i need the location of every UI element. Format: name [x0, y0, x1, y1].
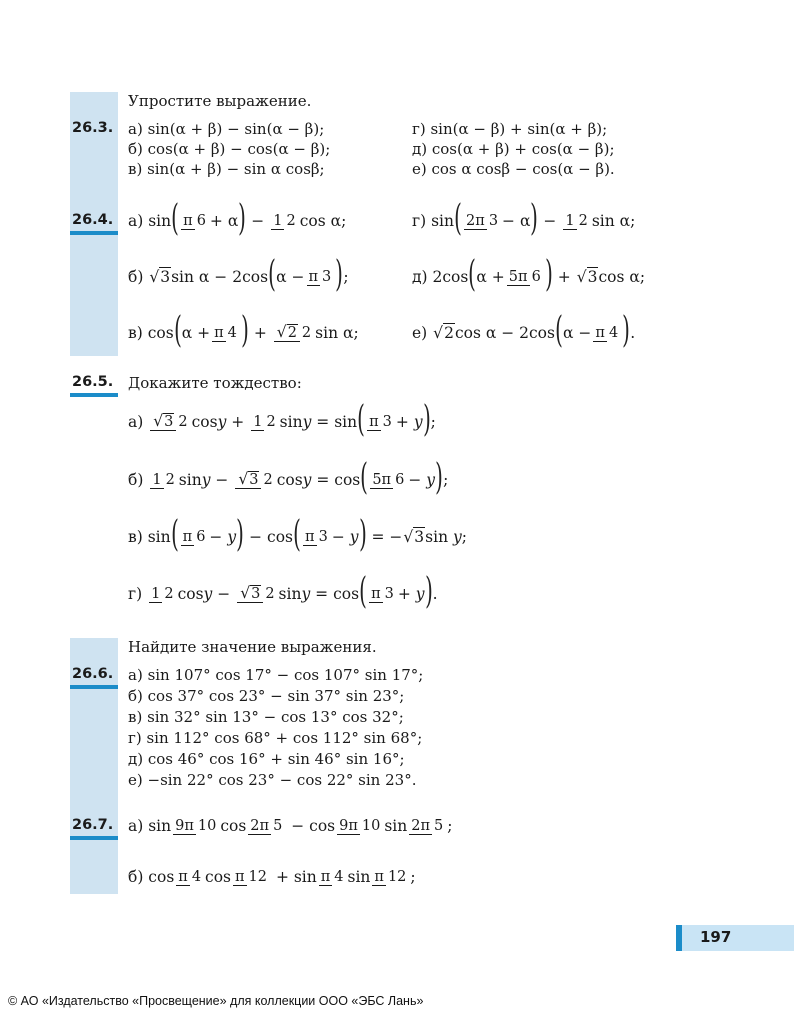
item-26-4-g: г) sin ( 2π 3 − α ) − 1 2 sin α;: [412, 198, 636, 239]
item-26-7-b: б) cos π 4 cos π 12 + sin π 4 sin π 12 ;: [128, 868, 416, 886]
item-26-3-e: е) cos α cosβ − cos(α − β).: [412, 160, 615, 178]
problem-number-26-5: 26.5.: [72, 374, 114, 390]
item-26-5-v: в) sin ( π 6 − y ) − cos ( π 3 − y ) = − √3 sin y ;: [128, 514, 468, 555]
item-26-3-v: в) sin(α + β) − sin α cosβ;: [128, 160, 325, 178]
number-underline-26-4: [70, 231, 118, 235]
item-26-4-e: е) √2 cos α − 2cos ( α − π 4 ) .: [412, 310, 636, 351]
problem-number-26-7: 26.7.: [72, 817, 114, 833]
copyright-notice: © АО «Издательство «Просвещение» для коллекции ООО «ЭБС Лань»: [8, 994, 424, 1008]
intro-26-6: Найдите значение выражения.: [128, 638, 377, 656]
item-26-5-a: а) √3 2 cos y + 1 2 sin y = sin ( π 3 + y ) ;: [128, 399, 436, 440]
item-26-3-b: б) cos(α + β) − cos(α − β);: [128, 140, 331, 158]
item-26-4-a: а) sin ( π 6 + α ) − 1 2 cos α;: [128, 198, 347, 239]
item-26-5-b: б) 1 2 sin y − √3 2 cos y = cos ( 5π 6 − y ) ;: [128, 457, 449, 498]
intro-26-3: Упростите выражение.: [128, 92, 312, 110]
page-number-tab: [676, 925, 794, 951]
item-26-6-e: е) −sin 22° cos 23° − cos 22° sin 23°.: [128, 771, 417, 789]
item-26-4-d: д) 2cos ( α + 5π 6 ) + √3 cos α;: [412, 254, 646, 295]
problem-number-26-4: 26.4.: [72, 212, 114, 228]
item-26-7-a: а) sin 9π 10 cos 2π 5 − cos 9π 10 sin 2π 5 ;: [128, 817, 453, 835]
item-26-6-a: а) sin 107° cos 17° − cos 107° sin 17°;: [128, 666, 424, 684]
item-26-6-b: б) cos 37° cos 23° − sin 37° sin 23°;: [128, 687, 405, 705]
item-26-4-v: в) cos ( α + π 4 ) + √2 2 sin α;: [128, 310, 359, 351]
item-26-6-d: д) cos 46° cos 16° + sin 46° sin 16°;: [128, 750, 405, 768]
page-number: 197: [700, 928, 732, 946]
problem-number-26-3: 26.3.: [72, 120, 114, 136]
item-26-5-g: г) 1 2 cos y − √3 2 sin y = cos ( π 3 + y ) .: [128, 571, 438, 612]
item-26-3-g: г) sin(α − β) + sin(α + β);: [412, 120, 608, 138]
page-number-tab-edge: [676, 925, 682, 951]
intro-26-5: Докажите тождество:: [128, 374, 302, 392]
item-26-6-g: г) sin 112° cos 68° + cos 112° sin 68°;: [128, 729, 423, 747]
problem-number-26-6: 26.6.: [72, 666, 114, 682]
item-26-3-a: а) sin(α + β) − sin(α − β);: [128, 120, 325, 138]
item-26-4-b: б) √3 sin α − 2cos ( α − π 3 ) ;: [128, 254, 349, 295]
item-26-3-d: д) cos(α + β) + cos(α − β);: [412, 140, 615, 158]
number-underline-26-5: [70, 393, 118, 397]
number-underline-26-7: [70, 836, 118, 840]
number-underline-26-6: [70, 685, 118, 689]
item-26-6-v: в) sin 32° sin 13° − cos 13° cos 32°;: [128, 708, 404, 726]
